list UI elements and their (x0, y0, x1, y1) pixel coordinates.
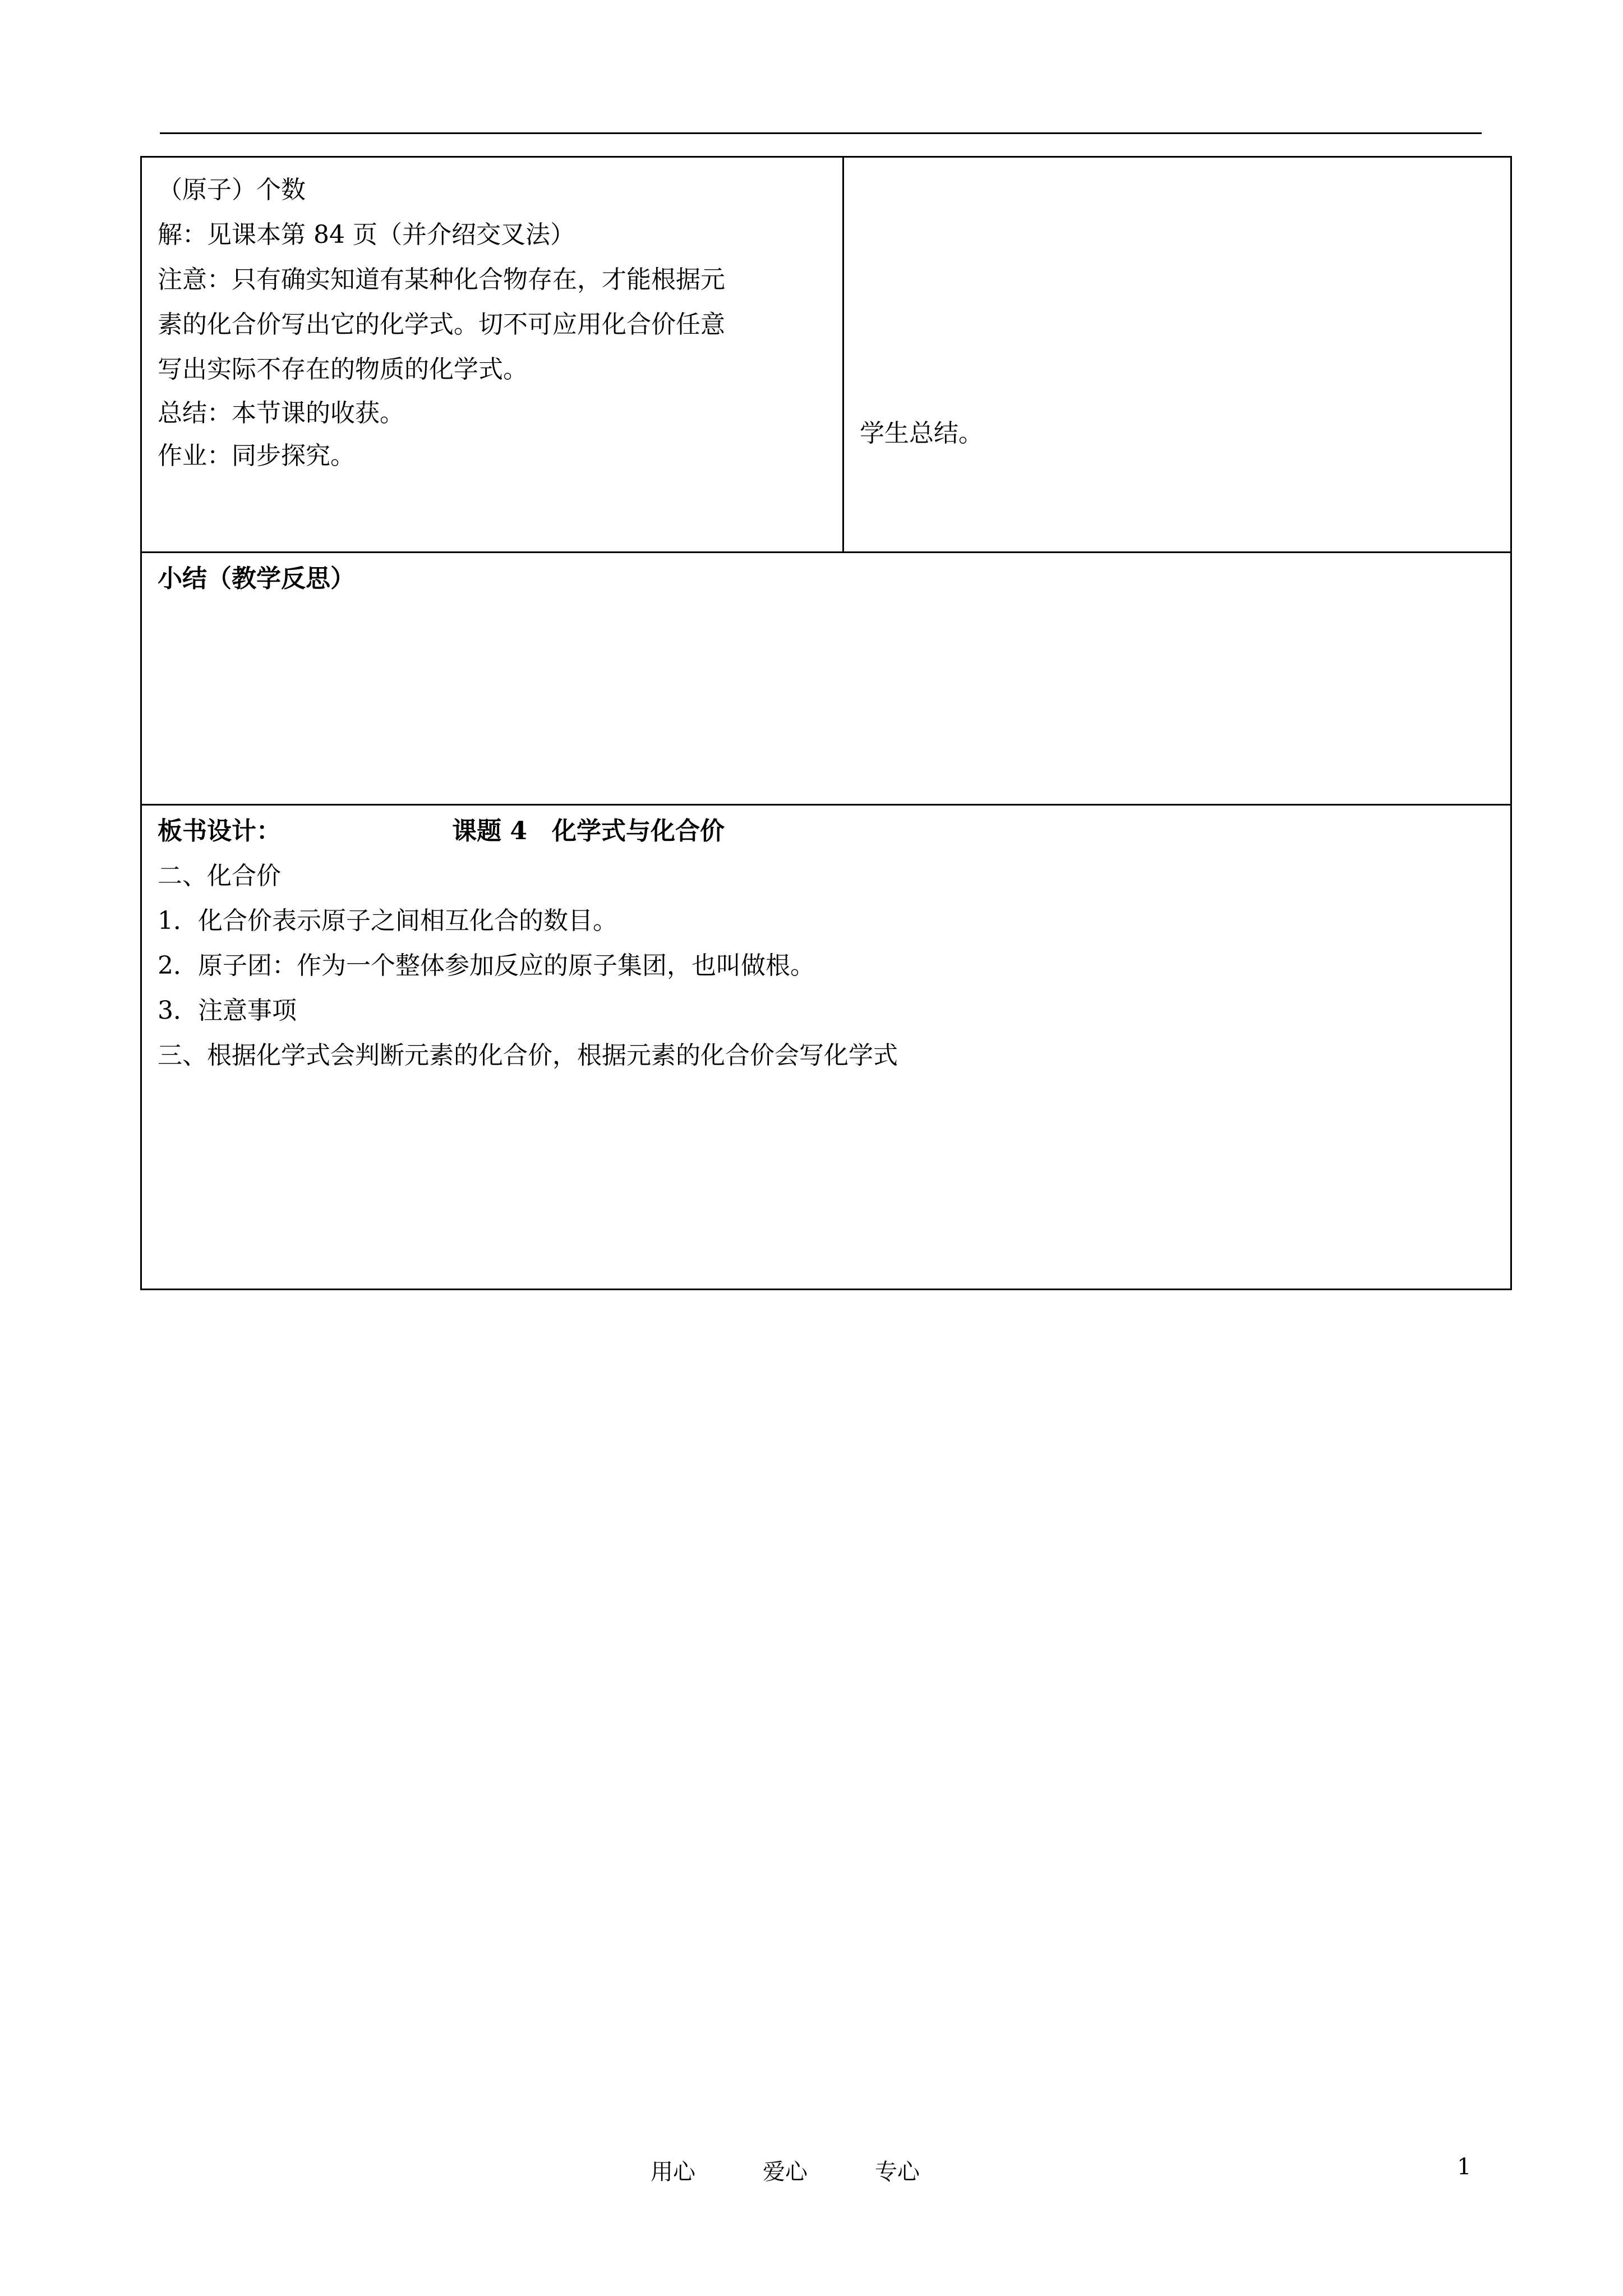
table-row-reflection (142, 553, 1510, 806)
text-line: 素的化合价写出它的化学式。切不可应用化合价任意 (158, 310, 725, 339)
reflection-heading: 小结（教学反思） (158, 564, 355, 593)
footer-motto: 用心 (651, 2159, 695, 2185)
text-line: 三、根据化学式会判断元素的化合价，根据元素的化合价会写化学式 (158, 1041, 898, 1070)
lesson-table (140, 156, 1512, 1290)
text-line: 3．注意事项 (158, 996, 297, 1025)
text-line: 解：见课本第 84 页（并介绍交叉法） (158, 220, 575, 249)
text-line: 2．原子团：作为一个整体参加反应的原子集团，也叫做根。 (158, 951, 815, 980)
footer-motto: 爱心 (763, 2159, 808, 2185)
page-footer (0, 2154, 1623, 2188)
teacher-activity-cell (142, 158, 844, 551)
board-design-content (158, 809, 898, 1078)
text-line: 注意：只有确实知道有某种化合物存在，才能根据元 (158, 265, 725, 294)
board-design-label: 板书设计： (158, 817, 281, 845)
footer-motto: 专心 (875, 2159, 920, 2185)
text-line: 写出实际不存在的物质的化学式。 (158, 355, 528, 384)
table-row-board-design (142, 806, 1510, 1290)
student-summary-text: 学生总结。 (860, 419, 983, 448)
table-row-process (142, 158, 1510, 553)
text-line: 1．化合价表示原子之间相互化合的数目。 (158, 907, 617, 935)
text-line: （原子）个数 (158, 176, 306, 204)
lesson-title: 课题 4 化学式与化合价 (452, 817, 725, 845)
header-rule (160, 132, 1482, 134)
page-number: 1 (1457, 2154, 1472, 2180)
text-line: 总结：本节课的收获。 (158, 399, 404, 427)
student-activity-cell (844, 158, 1510, 551)
text-line: 作业：同步探究。 (158, 441, 355, 470)
text-line: 二、化合价 (158, 862, 281, 890)
